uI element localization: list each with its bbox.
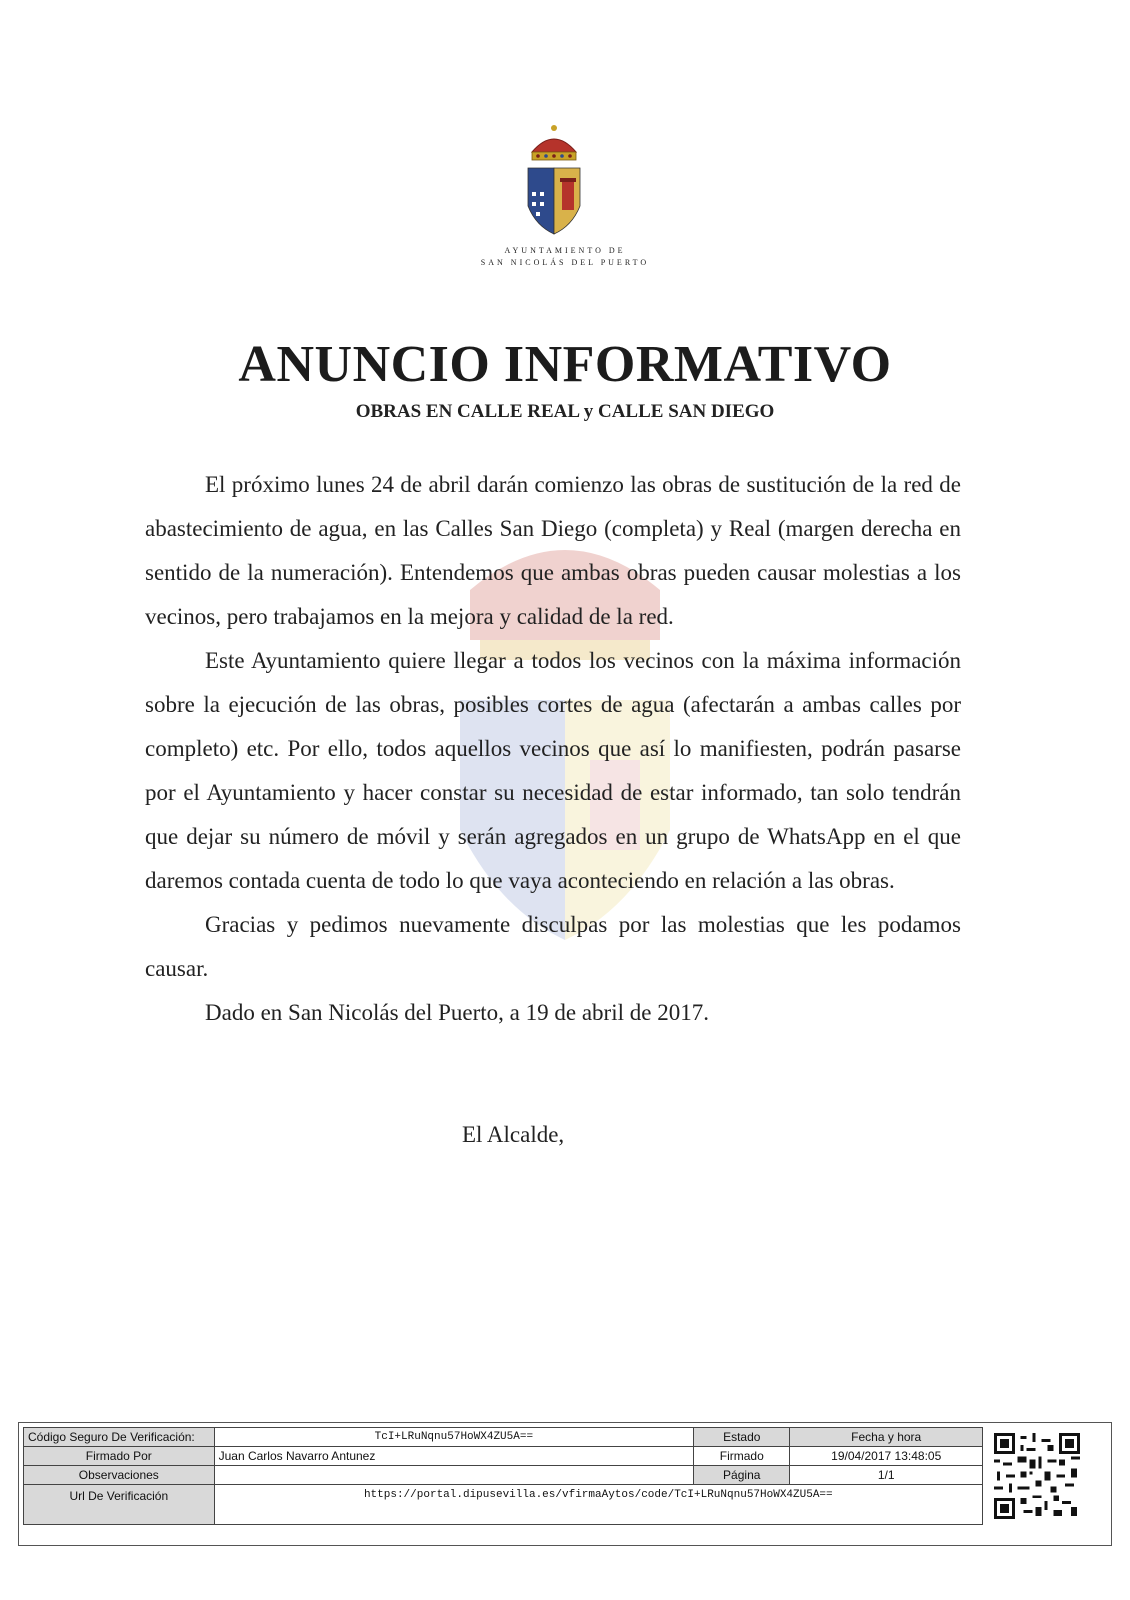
signoff: El Alcalde,: [462, 1122, 565, 1147]
verification-box: [18, 1422, 1112, 1546]
url-label: Url De Verificación: [24, 1485, 215, 1525]
table-row: [24, 1428, 983, 1447]
qr-code-icon: [994, 1433, 1080, 1519]
observaciones-value: [214, 1466, 694, 1485]
firmado-por-value: Juan Carlos Navarro Antunez: [214, 1447, 694, 1466]
firmado-por-label: Firmado Por: [24, 1447, 215, 1466]
table-row: [24, 1485, 983, 1525]
pagina-label: Página: [694, 1466, 790, 1485]
observaciones-label: Observaciones: [24, 1466, 215, 1485]
csv-label: Código Seguro De Verificación:: [24, 1428, 215, 1447]
page-subtitle: OBRAS EN CALLE REAL y CALLE SAN DIEGO: [355, 401, 775, 422]
org-name-line-2: SAN NICOLÁS DEL PUERTO: [480, 258, 650, 267]
verification-url[interactable]: https://portal.dipusevilla.es/vfirmaAytos/code/TcI+LRuNqnu57HoWX4ZU5A==: [214, 1485, 982, 1525]
estado-value: Firmado: [694, 1447, 790, 1466]
pagina-value: 1/1: [790, 1466, 983, 1485]
paragraph-works-start: El próximo lunes 24 de abril darán comienzo las obras de sustitución de la red de abastecimiento de agua, en las Calles San Diego (completa) y Real (margen derecha en sentido de la numeración). Entendemos que ambas obras pueden causar molestias a los vecinos, pero trabajamos en la mejora y calidad de la red.: [145, 472, 961, 629]
fecha-value: 19/04/2017 13:48:05: [790, 1447, 983, 1466]
page-title: ANUNCIO INFORMATIVO: [238, 336, 892, 393]
paragraph-date-place: Dado en San Nicolás del Puerto, a 19 de abril de 2017.: [205, 1000, 709, 1025]
table-row: [24, 1447, 983, 1466]
paragraph-apology: Gracias y pedimos nuevamente disculpas por las molestias que les podamos causar.: [145, 912, 961, 981]
estado-label: Estado: [694, 1428, 790, 1447]
paragraph-information: Este Ayuntamiento quiere llegar a todos los vecinos con la máxima información sobre la ejecución de las obras, posibles cortes de agua (afectarán a ambas calles por completo) etc. Por ello, todos aquellos vecinos que así lo manifiesten, podrán pasarse por el Ayuntamiento y hacer constar su necesidad de estar informado, tan solo tendrán que dejar su número de móvil y serán agregados en un grupo de WhatsApp en el que daremos contada cuenta de todo lo que vaya aconteciendo en relación a las obras.: [145, 648, 961, 893]
announcement-body: [145, 463, 961, 1035]
fecha-label: Fecha y hora: [790, 1428, 983, 1447]
org-name-line-1: AYUNTAMIENTO DE: [504, 246, 626, 255]
table-row: [24, 1466, 983, 1485]
csv-value: TcI+LRuNqnu57HoWX4ZU5A==: [214, 1428, 694, 1447]
verification-table: [23, 1427, 983, 1525]
crest-logo: [524, 122, 584, 240]
